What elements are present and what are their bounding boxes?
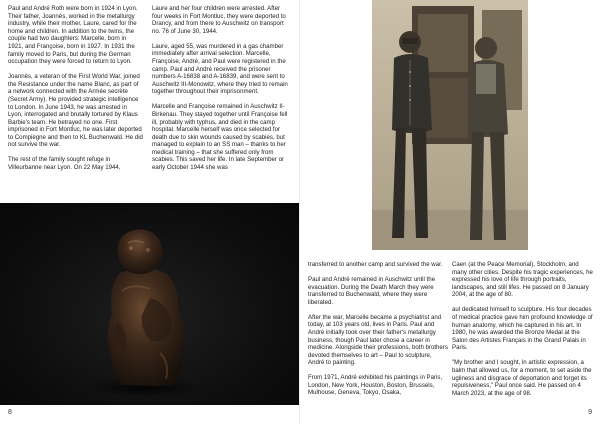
paragraph: Laure and her four children were arrested. After four weeks in Fort Montluc, they were deported to Drancy, and from there to Auschwitz on transport no. 76 of June 30, 1944. xyxy=(152,5,286,35)
page-number: 8 xyxy=(8,409,12,416)
right-page-column-1 xyxy=(308,261,448,397)
paragraph: The rest of the family sought refuge in Villeurbanne near Lyon. On 22 May 1944, xyxy=(8,156,121,172)
brothers-archival-photo xyxy=(372,0,528,250)
paragraph: Joannès, a veteran of the First World War, joined the Resistance under the name Blanc, as part of a network connected with the Armée secrète (Secret Army). He provided strategic intelligence to London. In June 1943, he was arrested in Lyon, interrogated and brutally tortured by Klaus Barbie's team. He betrayed no one. First imprisoned in Fort Montluc, he was later deported to Compiègne and then to KL Buchenwald. He did not survive the war. xyxy=(8,73,143,149)
paragraph: After the war, Marcelle became a psychiatrist and today, at 103 years old, lives in Paris. Paul and André initially took over their father's metallurgy business, though Paul later chose a career in medicine. Alongside their professions, both brothers devoted themselves to art – Paul to sculpture, André to painting. xyxy=(308,313,448,367)
paragraph: Laure, aged 55, was murdered in a gas chamber immediately after arrival selection. Marcelle, Françoise, André, and Paul were registered in the camp. Paul and André received the prisoner numbers A-16838 and A-16839, and were sent to Auschwitz III-Monowitz, where they tried to remain together throughout their imprisonment. xyxy=(152,42,288,96)
paragraph: aul dedicated himself to sculpture. His four decades of medical practice gave him profound knowledge of human anatomy, which he captured in his art. In 1980, he was awarded the Bronze Medal at the Salon des Artistes Français in the Grand Palais in Paris. xyxy=(452,306,593,352)
page-number: 9 xyxy=(588,409,592,416)
paragraph: "My brother and I sought, in artistic expression, a balm that allowed us, for a moment, to set aside the ugliness and disgrace of deportation and forget its repulsiveness," Paul once said. He passed on 4 March 2023, at the age of 98. xyxy=(452,359,592,397)
right-page-column-2 xyxy=(452,261,594,397)
paragraph: Marcelle and Françoise remained in Auschwitz II-Birkenau. They stayed together until Françoise fell ill, probably with typhus, and died in the camp hospital. Marcelle herself was once selected for death due to skin wounds caused by scabies, but managed to explain to an SS man – thanks to her medical training – that she suffered only from scabies. This saved her life. In late September or early October 1944 she was xyxy=(152,103,288,172)
paragraph: Caen (at the Peace Memorial), Stockholm, and many other cities. Despite his tragic experiences, he expressed his love of life through portraits, landscapes, and still lifes. He passed on 8 January 2004, at the age of 80. xyxy=(452,261,593,299)
paragraph: From 1971, André exhibited his paintings in Paris, London, New York, Houston, Boston, Brussels, Mulhouse, Geneva, Tokyo, Osaka, xyxy=(308,374,443,397)
paragraph: transferred to another camp and survived the war. xyxy=(308,261,443,268)
paragraph: Paul and André Roth were born in 1924 in Lyon. Their father, Joannès, worked in the metallurgy industry, while their mother, Laure, cared for the home and children. In addition to the twins, the couple had two daughters: Marcelle, born in 1921, and Françoise, born in 1927. In 1931 the family moved to Paris, but during the German occupation they were forced to return to Lyon. xyxy=(8,5,138,66)
paragraph: Paul and André remained in Auschwitz until the evacuation. During the Death March they were transferred to Buchenwald, where they were liberated. xyxy=(308,275,436,306)
left-page-column-2 xyxy=(152,5,292,172)
left-page-column-1 xyxy=(8,5,143,172)
bronze-sculpture-photo xyxy=(0,203,300,405)
